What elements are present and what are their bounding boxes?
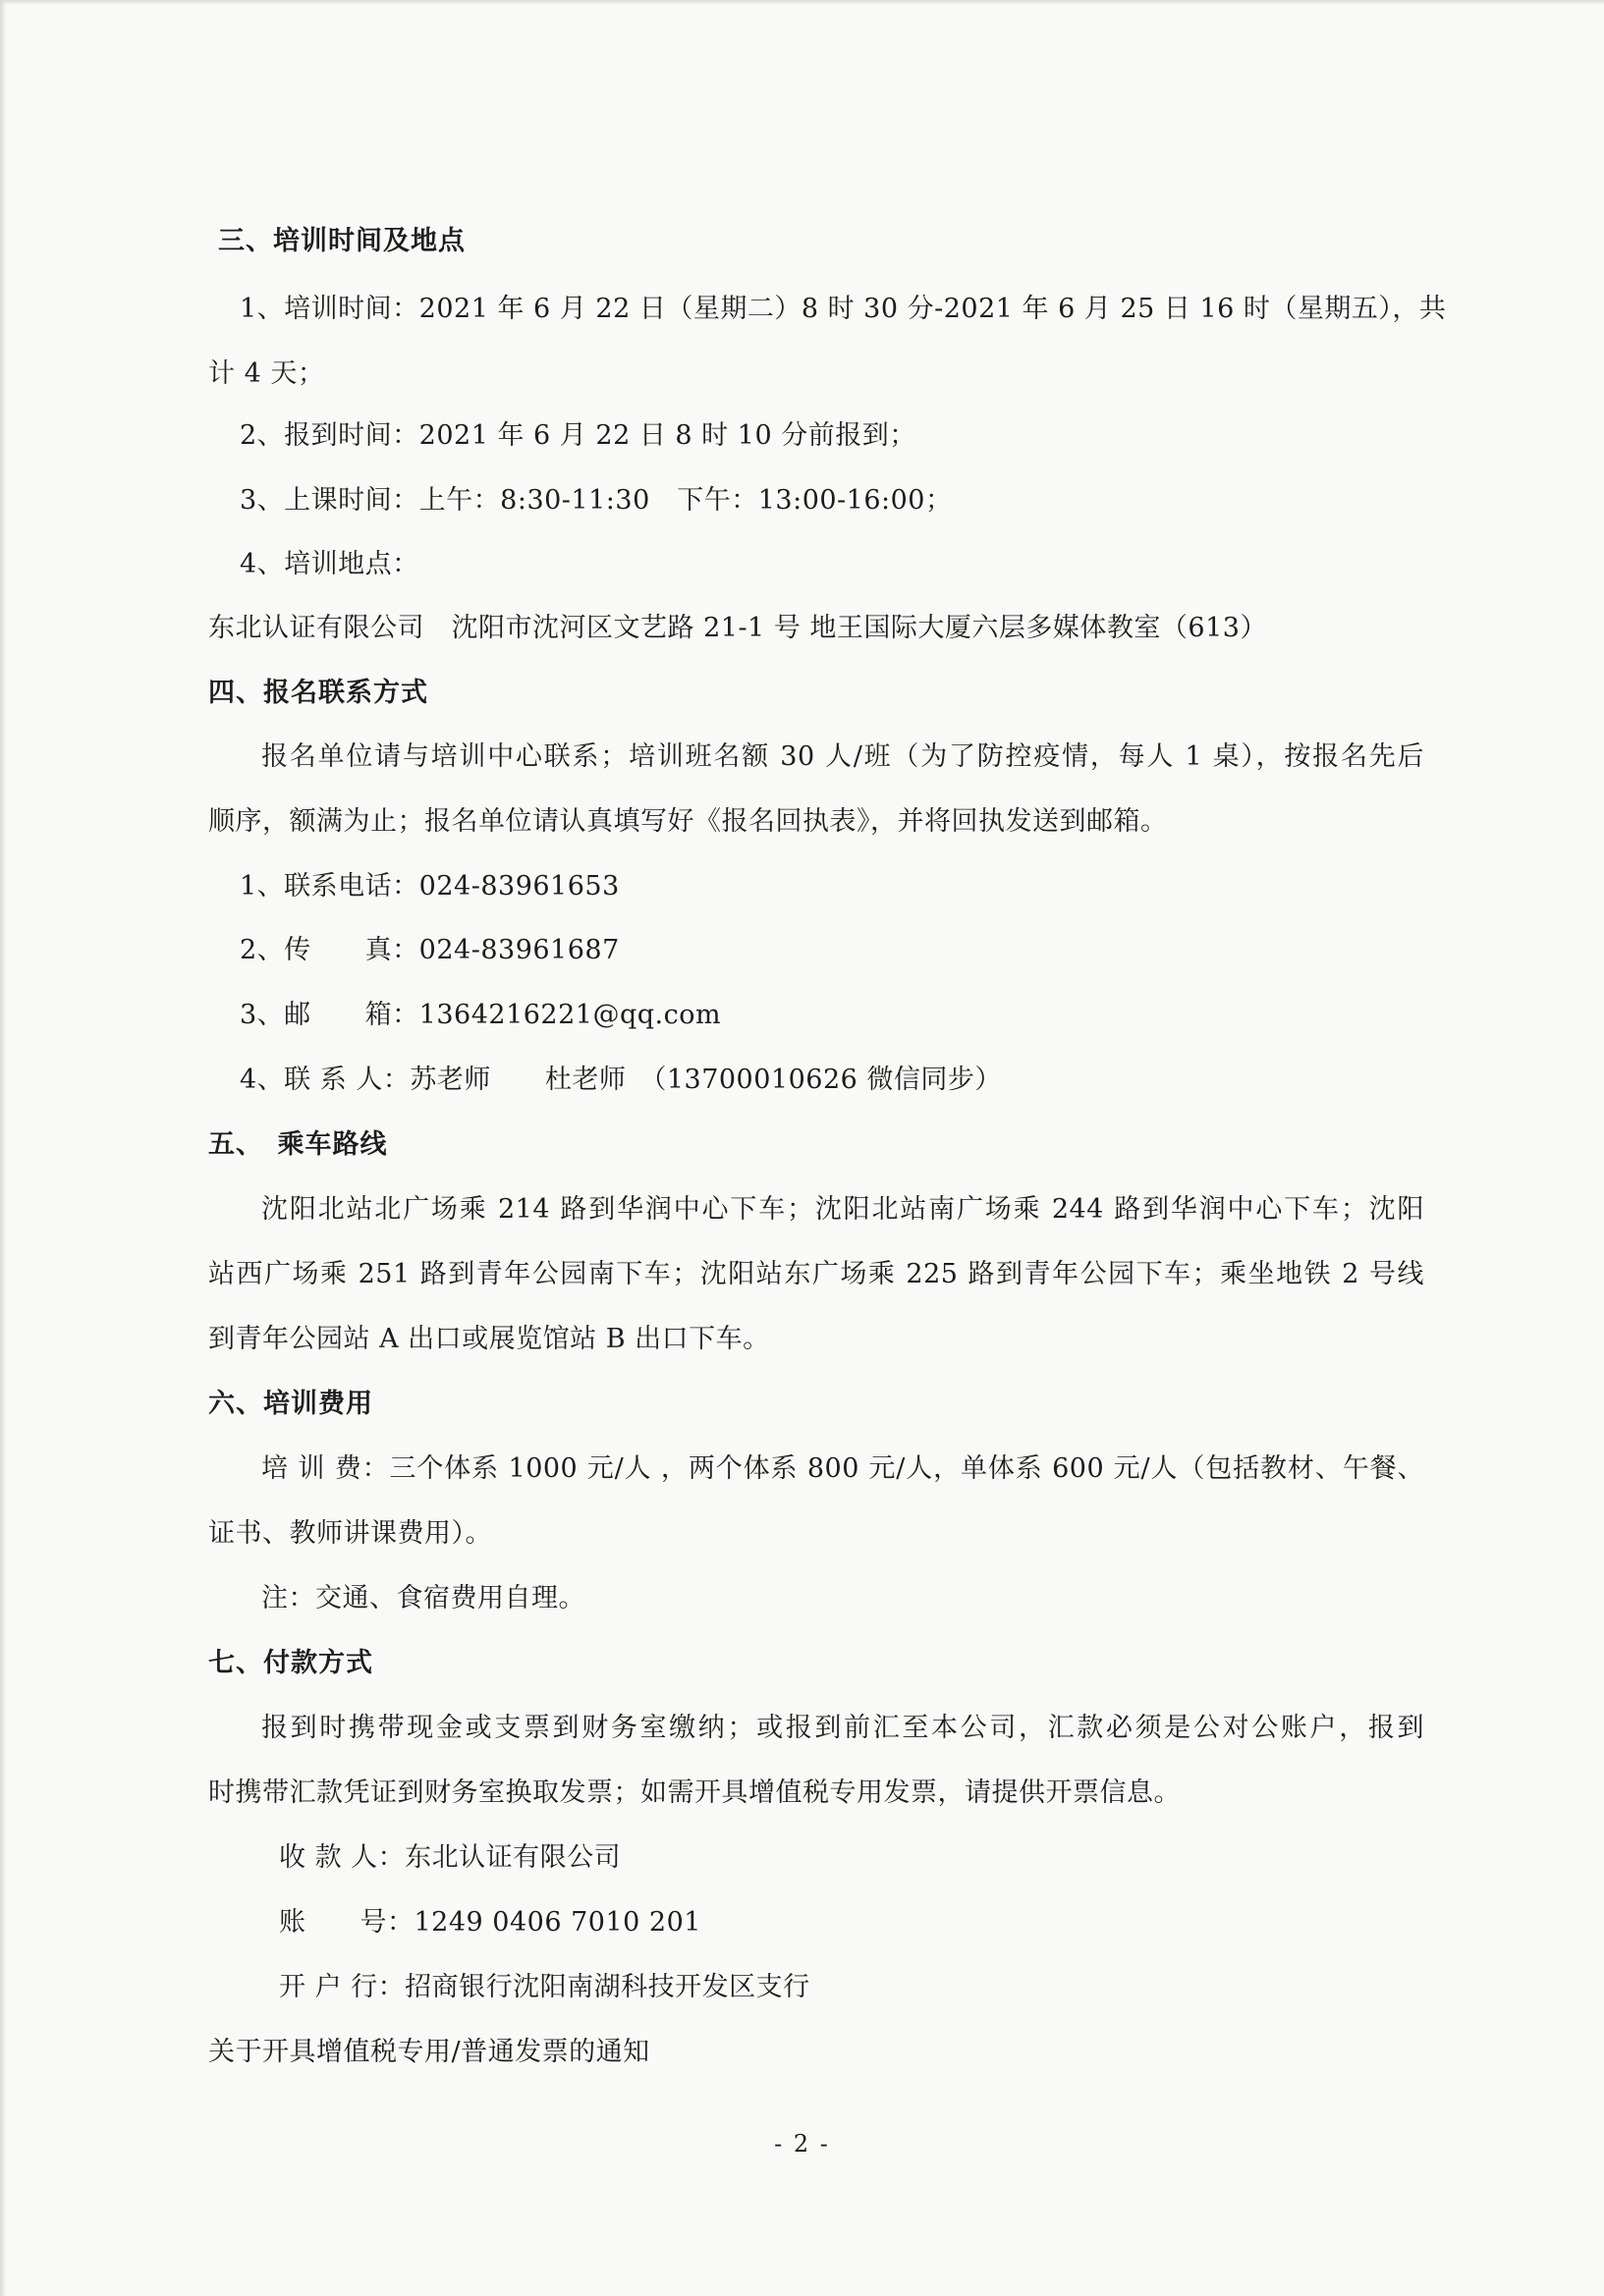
section-3-heading: 三、培训时间及地点 [218, 226, 466, 256]
fee-line-2: 证书、教师讲课费用）。 [208, 1518, 492, 1549]
fee-line-1: 培 训 费：三个体系 1000 元/人 ，两个体系 800 元/人，单体系 600 元/人（包括教材、午餐、 [261, 1453, 1424, 1484]
bank-name: 开 户 行：招商银行沈阳南湖科技开发区支行 [279, 1972, 810, 2002]
section-7-heading: 七、付款方式 [208, 1648, 373, 1678]
payment-paragraph-line-2: 时携带汇款凭证到财务室换取发票；如需开具增值税专用发票，请提供开票信息。 [208, 1777, 1181, 1808]
registration-time: 2、报到时间：2021 年 6 月 22 日 8 时 10 分前报到； [240, 420, 916, 451]
training-location-label: 4、培训地点： [240, 549, 419, 579]
registration-paragraph-line-2: 顺序，额满为止；报名单位请认真填写好《报名回执表》，并将回执发送到邮箱。 [208, 806, 1168, 837]
route-paragraph-line-3: 到青年公园站 A 出口或展览馆站 B 出口下车。 [208, 1324, 770, 1354]
route-paragraph-line-2: 站西广场乘 251 路到青年公园南下车；沈阳站东广场乘 225 路到青年公园下车；乘坐地铁 2 号线 [208, 1259, 1424, 1289]
contact-phone: 1、联系电话：024-83961653 [240, 871, 620, 902]
contact-person: 4、联 系 人：苏老师 杜老师 （13700010626 微信同步） [240, 1065, 1002, 1095]
contact-email: 3、邮 箱：1364216221@qq.com [240, 1000, 722, 1030]
registration-paragraph-line-1: 报名单位请与培训中心联系；培训班名额 30 人/班（为了防控疫情，每人 1 桌），按报名先后 [261, 741, 1424, 772]
account-number: 账 号：1249 0406 7010 201 [279, 1907, 701, 1938]
fee-note: 注：交通、食宿费用自理。 [261, 1583, 585, 1613]
scan-edge [0, 0, 1604, 5]
training-time-line-2: 计 4 天； [208, 358, 325, 389]
training-time-line-1: 1、培训时间：2021 年 6 月 22 日（星期二）8 时 30 分-2021 年 6 月 25 日 16 时（星期五），共 [240, 294, 1447, 324]
scan-edge [0, 0, 6, 2296]
section-5-heading: 五、 乘车路线 [208, 1129, 388, 1160]
class-time: 3、上课时间：上午：8:30-11:30 下午：13:00-16:00； [240, 485, 953, 516]
training-location: 东北认证有限公司 沈阳市沈河区文艺路 21-1 号 地王国际大厦六层多媒体教室（613） [208, 613, 1267, 643]
route-paragraph-line-1: 沈阳北站北广场乘 214 路到华润中心下车；沈阳北站南广场乘 244 路到华润中心下车；沈阳 [261, 1194, 1424, 1225]
page-number: - 2 - [774, 2130, 830, 2158]
payee: 收 款 人：东北认证有限公司 [279, 1842, 622, 1873]
invoice-notice-title: 关于开具增值税专用/普通发票的通知 [208, 2037, 650, 2067]
contact-fax: 2、传 真：024-83961687 [240, 935, 620, 965]
section-4-heading: 四、报名联系方式 [208, 678, 428, 708]
payment-paragraph-line-1: 报到时携带现金或支票到财务室缴纳；或报到前汇至本公司，汇款必须是公对公账户，报到 [261, 1713, 1424, 1743]
section-6-heading: 六、培训费用 [208, 1389, 373, 1419]
